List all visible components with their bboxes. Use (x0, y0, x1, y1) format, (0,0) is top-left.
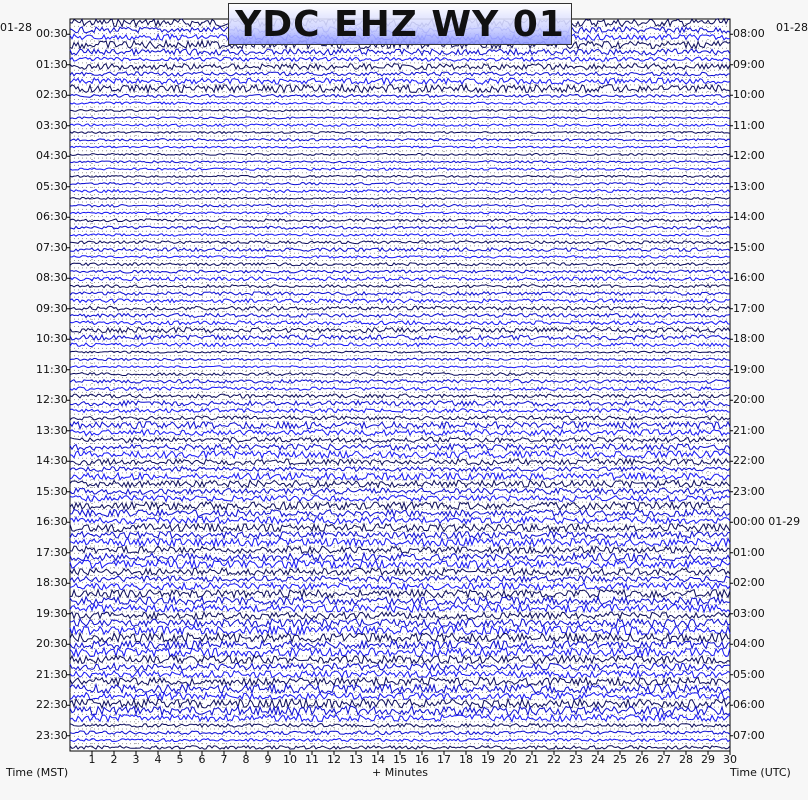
left-time-label: 20:30 (36, 637, 68, 651)
left-time-label: 03:30 (36, 118, 68, 132)
right-time-label: 21:00 (733, 423, 765, 437)
right-time-label: 00:00 01-29 (733, 515, 801, 529)
right-time-label: 23:00 (733, 484, 765, 498)
plot-frame (70, 19, 730, 751)
x-tick-label: 27 (657, 753, 671, 766)
left-time-label: 04:30 (36, 149, 68, 163)
x-tick-label: 21 (525, 753, 539, 766)
x-tick-label: 22 (547, 753, 561, 766)
title-box (228, 3, 572, 45)
right-time-label: 17:00 (733, 301, 765, 315)
right-time-label: 02:00 (733, 576, 765, 590)
right-time-label: 22:00 (733, 454, 765, 468)
right-time-label: 19:00 (733, 362, 765, 376)
left-time-label: 00:30 (36, 27, 68, 41)
left-time-label: 22:30 (36, 698, 68, 712)
left-time-label: 10:30 (36, 332, 68, 346)
x-tick-label: 9 (264, 753, 272, 766)
left-time-label: 14:30 (36, 454, 68, 468)
right-time-label: 08:00 (733, 27, 765, 41)
x-tick-label: 1 (88, 753, 96, 766)
x-tick-label: 24 (591, 753, 605, 766)
x-tick-label: 8 (242, 753, 250, 766)
left-time-label: 09:30 (36, 301, 68, 315)
x-tick-label: 17 (437, 753, 451, 766)
x-tick-label: 18 (459, 753, 473, 766)
right-time-label: 01:00 (733, 545, 765, 559)
left-time-label: 12:30 (36, 393, 68, 407)
right-time-label: 07:00 (733, 728, 765, 742)
left-date-label: 01-28 (0, 21, 32, 34)
x-tick-label: 4 (154, 753, 162, 766)
x-axis-right-label: Time (UTC) (730, 766, 791, 779)
chart-title: YDC EHZ WY 01 (235, 3, 565, 45)
x-tick-label: 19 (481, 753, 495, 766)
left-time-label: 05:30 (36, 179, 68, 193)
x-axis-label: + Minutes (372, 766, 429, 779)
left-time-label: 21:30 (36, 667, 68, 681)
x-tick-label: 11 (305, 753, 319, 766)
right-time-label: 13:00 (733, 179, 765, 193)
x-tick-label: 28 (679, 753, 693, 766)
right-time-label: 14:00 (733, 210, 765, 224)
right-time-label: 12:00 (733, 149, 765, 163)
left-time-label: 19:30 (36, 606, 68, 620)
left-time-label: 07:30 (36, 240, 68, 254)
right-time-label: 06:00 (733, 698, 765, 712)
x-tick-label: 23 (569, 753, 583, 766)
right-time-label: 11:00 (733, 118, 765, 132)
left-time-label: 13:30 (36, 423, 68, 437)
right-time-label: 18:00 (733, 332, 765, 346)
right-time-label: 05:00 (733, 667, 765, 681)
x-tick-label: 14 (371, 753, 385, 766)
x-tick-label: 2 (110, 753, 118, 766)
x-tick-label: 13 (349, 753, 363, 766)
x-tick-label: 20 (503, 753, 517, 766)
x-tick-label: 5 (176, 753, 184, 766)
x-axis-left-label: Time (MST) (6, 766, 69, 779)
x-tick-label: 10 (283, 753, 297, 766)
left-time-label: 02:30 (36, 88, 68, 102)
x-tick-label: 6 (198, 753, 206, 766)
left-time-label: 01:30 (36, 57, 68, 71)
right-time-label: 09:00 (733, 57, 765, 71)
x-tick-label: 12 (327, 753, 341, 766)
x-tick-label: 7 (220, 753, 228, 766)
right-date-label: 01-28 (776, 21, 808, 34)
left-time-label: 16:30 (36, 515, 68, 529)
x-tick-label: 15 (393, 753, 407, 766)
left-time-label: 11:30 (36, 362, 68, 376)
x-tick-label: 30 (723, 753, 737, 766)
left-time-label: 06:30 (36, 210, 68, 224)
x-tick-label: 25 (613, 753, 627, 766)
left-time-label: 08:30 (36, 271, 68, 285)
right-time-label: 16:00 (733, 271, 765, 285)
right-time-label: 03:00 (733, 606, 765, 620)
right-time-label: 04:00 (733, 637, 765, 651)
right-time-label: 20:00 (733, 393, 765, 407)
left-time-label: 18:30 (36, 576, 68, 590)
right-time-label: 10:00 (733, 88, 765, 102)
x-tick-label: 3 (132, 753, 140, 766)
x-tick-label: 29 (701, 753, 715, 766)
right-time-label: 15:00 (733, 240, 765, 254)
left-time-label: 15:30 (36, 484, 68, 498)
left-time-label: 23:30 (36, 728, 68, 742)
x-tick-label: 16 (415, 753, 429, 766)
x-tick-label: 26 (635, 753, 649, 766)
left-time-label: 17:30 (36, 545, 68, 559)
